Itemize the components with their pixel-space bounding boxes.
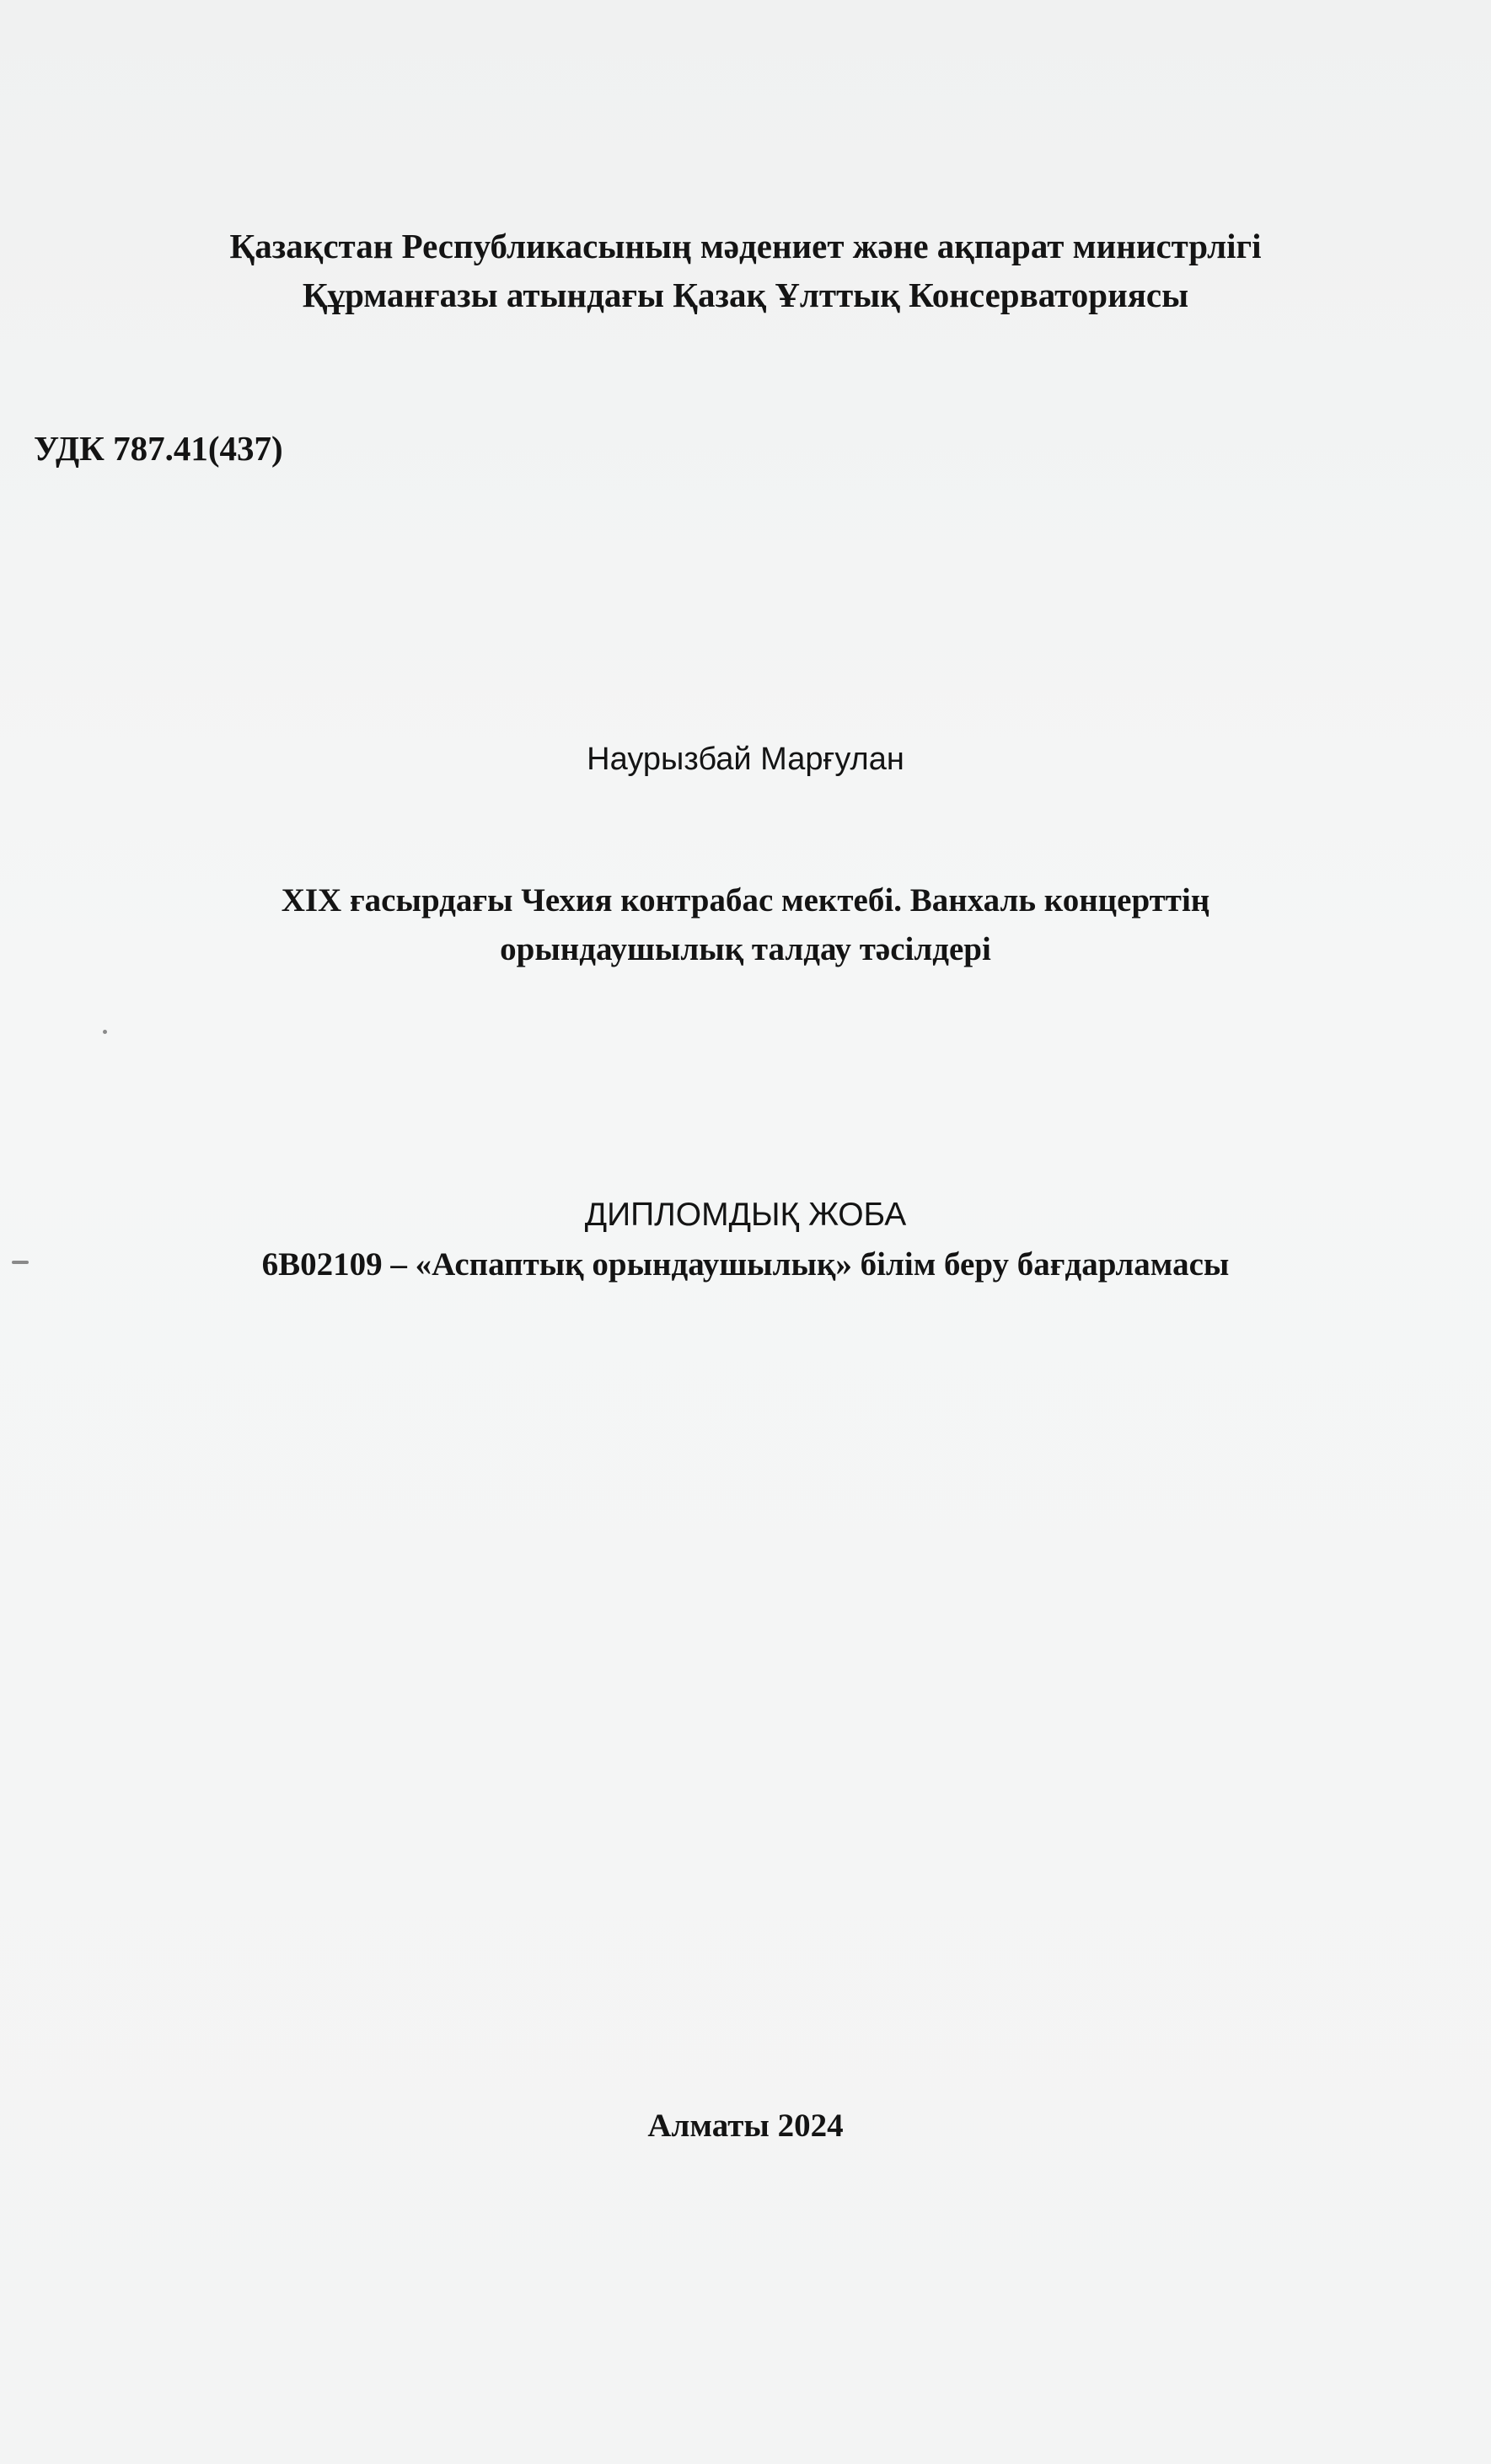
thesis-title-line-1: XIX ғасырдағы Чехия контрабас мектебі. Ванхаль концерттің (281, 882, 1210, 919)
ministry-heading: Қазақстан Республикасының мәдениет және ақпарат министрлігі (229, 227, 1262, 265)
education-program: 6В02109 – «Аспаптық орындаушылық» білім беру бағдарламасы (261, 1246, 1230, 1283)
document-type: ДИПЛОМДЫҚ ЖОБА (584, 1197, 907, 1233)
margin-mark (103, 1030, 107, 1034)
author-name: Наурызбай Марғулан (587, 742, 904, 777)
udk-code: УДК 787.41(437) (34, 429, 283, 468)
thesis-title-line-2: орындаушылық талдау тәсілдері (500, 931, 991, 967)
margin-mark (12, 1261, 29, 1264)
conservatory-heading: Құрманғазы атындағы Қазақ Ұлттық Консерваториясы (302, 276, 1189, 314)
city-year: Алматы 2024 (647, 2108, 844, 2144)
